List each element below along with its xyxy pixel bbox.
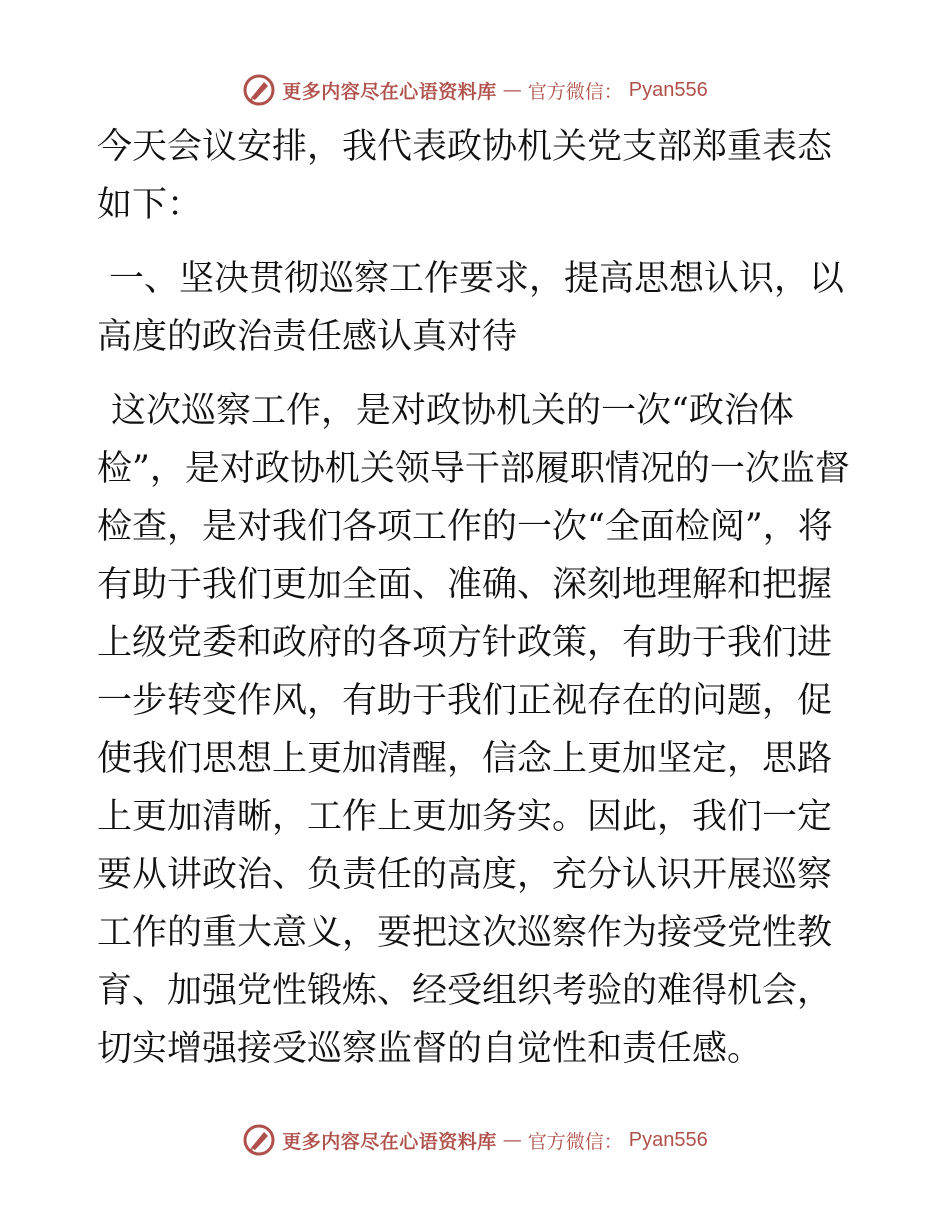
pen-nib-logo-icon (242, 1123, 276, 1157)
banner-wechat-id: Pyan556 (628, 78, 708, 101)
banner-separator: — (502, 1129, 522, 1151)
intro-paragraph: 今天会议安排，我代表政协机关党支部郑重表态如下： (97, 127, 833, 225)
footer-banner (0, 1120, 950, 1160)
banner-separator: — (502, 79, 522, 101)
banner-site-text: 更多内容尽在心语资料库 (282, 80, 497, 103)
banner-wechat-id: Pyan556 (628, 1128, 708, 1151)
document-body (97, 118, 857, 1078)
section-heading: 一、坚决贯彻巡察工作要求，提高思想认识，以高度的政治责任感认真对待 (97, 259, 845, 357)
body-paragraph: 这次巡察工作，是对政协机关的一次“政治体检”，是对政协机关领导干部履职情况的一次监督检查，是对我们各项工作的一次“全面检阅”，将有助于我们更加全面、准确、深刻地理解和把握上级党委和政府的各项方针政策，有助于我们进一步转变作风，有助于我们正视存在的问题，促使我们思想上更加清醒，信念上更加坚定，思路上更加清晰，工作上更加务实。因此，我们一定要从讲政治、负责任的高度，充分认识开展巡察工作的重大意义，要把这次巡察作为接受党性教育、加强党性锻炼、经受组织考验的难得机会，切实增强接受巡察监督的自觉性和责任感。 (97, 391, 850, 1069)
banner-site-text: 更多内容尽在心语资料库 (282, 1130, 497, 1153)
banner-wechat-label: 官方微信： (527, 1130, 623, 1153)
banner-wechat-label: 官方微信： (527, 80, 623, 103)
header-banner (0, 70, 950, 110)
pen-nib-logo-icon (242, 73, 276, 107)
